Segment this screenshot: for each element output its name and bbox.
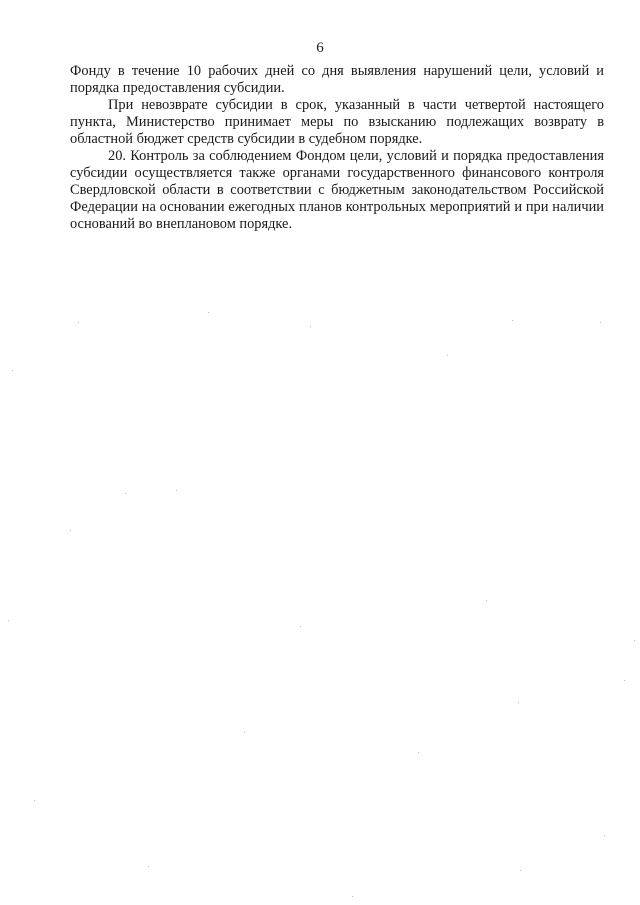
- scan-speck: [418, 752, 419, 753]
- scan-speck: [208, 312, 209, 313]
- scan-speck: [300, 626, 301, 627]
- paragraph-20-control: 20. Контроль за соблюдением Фондом цели, условий и порядка предоставления субсидии осуществляется также органами государственного финансового контроля Свердловской области в соответствии с бюджетным законодательством Российской Федерации на основании ежегодных планов контрольных мероприятий и при наличии оснований во внеплановом порядке.: [70, 148, 604, 232]
- document-body: [70, 63, 604, 233]
- scan-speck: [520, 870, 521, 871]
- scan-speck: [604, 835, 605, 836]
- scan-speck: [148, 866, 149, 867]
- scan-speck: [518, 702, 519, 703]
- scan-speck: [244, 732, 245, 733]
- scan-speck: [176, 490, 177, 491]
- scan-speck: [310, 326, 311, 327]
- scan-speck: [34, 800, 35, 801]
- scan-speck: [125, 493, 126, 494]
- scan-speck: [634, 640, 635, 641]
- page-number: 6: [316, 40, 324, 56]
- scan-speck: [447, 355, 448, 356]
- scan-speck: [486, 600, 487, 601]
- scan-speck: [70, 530, 71, 531]
- scan-speck: [8, 620, 9, 621]
- scan-speck: [12, 370, 13, 371]
- paragraph-continuation: Фонду в течение 10 рабочих дней со дня выявления нарушений цели, условий и порядка предоставления субсидии.: [70, 63, 604, 96]
- scan-speck: [512, 320, 513, 321]
- scan-speck: [624, 680, 625, 681]
- scan-speck: [78, 322, 79, 323]
- paragraph-non-return: При невозврате субсидии в срок, указанный в части четвертой настоящего пункта, Министерство принимает меры по взысканию подлежащих возврату в областной бюджет средств субсидии в судебном порядке.: [70, 97, 604, 147]
- scan-speck: [352, 896, 353, 897]
- scan-speck: [600, 322, 601, 323]
